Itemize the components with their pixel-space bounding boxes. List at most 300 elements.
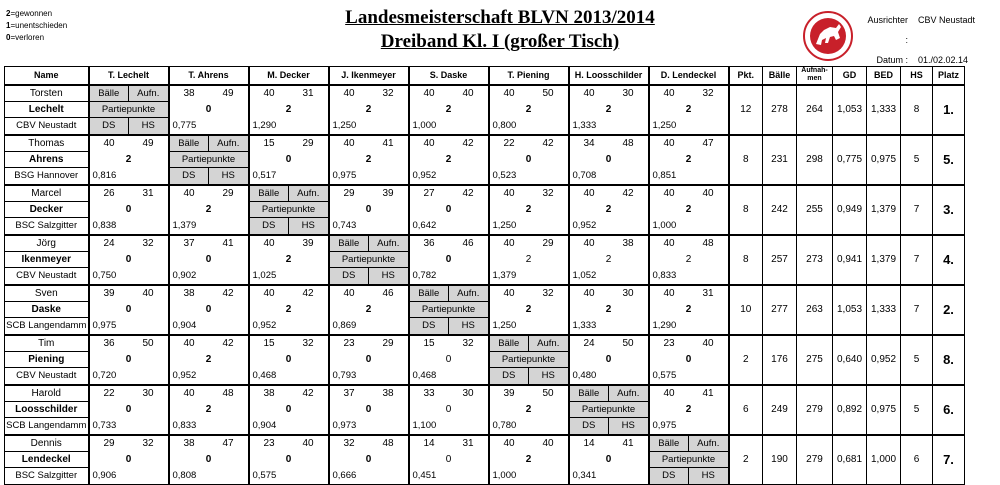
match-ds: 0,750 bbox=[92, 269, 117, 281]
match-cell bbox=[569, 135, 649, 185]
match-partiepunkte: 2 bbox=[525, 253, 532, 265]
match-partiepunkte: 2 bbox=[525, 403, 532, 415]
match-cell bbox=[489, 235, 569, 285]
match-aufnahmen: 49 bbox=[222, 87, 234, 99]
match-baelle: 15 bbox=[263, 337, 275, 349]
match-aufnahmen: 49 bbox=[142, 137, 154, 149]
total-platz: 3. bbox=[933, 185, 965, 235]
match-aufnahmen: 32 bbox=[382, 87, 394, 99]
player-club: SCB Langendamm bbox=[6, 319, 87, 331]
match-baelle: 40 bbox=[103, 137, 115, 149]
match-baelle: 22 bbox=[503, 137, 515, 149]
match-baelle: 40 bbox=[343, 137, 355, 149]
match-ds: 1,290 bbox=[652, 319, 677, 331]
match-baelle: 38 bbox=[263, 387, 275, 399]
self-ds-label: DS bbox=[422, 319, 436, 331]
total-hs: 7 bbox=[901, 185, 933, 235]
match-aufnahmen: 42 bbox=[222, 287, 234, 299]
self-aufn-label: Aufn. bbox=[528, 336, 568, 351]
match-cell bbox=[89, 385, 169, 435]
match-ds: 0,902 bbox=[172, 269, 197, 281]
self-baelle-label: Bälle bbox=[498, 337, 520, 349]
match-baelle: 40 bbox=[263, 237, 275, 249]
self-aufn-label: Aufn. bbox=[688, 436, 728, 451]
match-partiepunkte: 0 bbox=[605, 153, 612, 165]
match-baelle: 39 bbox=[503, 387, 515, 399]
total-pkt: 2 bbox=[729, 335, 763, 385]
self-aufn-label: Aufn. bbox=[448, 286, 488, 301]
match-ds: 0,575 bbox=[252, 469, 277, 481]
total-bed: 0,975 bbox=[867, 135, 901, 185]
match-cell bbox=[249, 285, 329, 335]
total-baelle: 242 bbox=[763, 185, 797, 235]
match-ds: 0,952 bbox=[572, 219, 597, 231]
total-gd: 1,053 bbox=[833, 85, 867, 135]
total-bed: 1,333 bbox=[867, 85, 901, 135]
self-hs-label: HS bbox=[208, 168, 248, 184]
self-partie-label: Partiepunkte bbox=[650, 452, 728, 468]
total-baelle: 249 bbox=[763, 385, 797, 435]
match-ds: 0,780 bbox=[492, 419, 517, 431]
match-partiepunkte: 0 bbox=[125, 353, 132, 365]
match-aufnahmen: 41 bbox=[382, 137, 394, 149]
match-baelle: 40 bbox=[583, 87, 595, 99]
match-aufnahmen: 29 bbox=[222, 187, 234, 199]
match-baelle: 39 bbox=[103, 287, 115, 299]
match-aufnahmen: 31 bbox=[142, 187, 154, 199]
player-first-name: Harold bbox=[5, 386, 88, 402]
total-platz: 6. bbox=[933, 385, 965, 435]
match-ds: 0,341 bbox=[572, 469, 597, 481]
match-aufnahmen: 42 bbox=[462, 187, 474, 199]
total-hs: 7 bbox=[901, 235, 933, 285]
match-partiepunkte: 0 bbox=[205, 303, 212, 315]
match-aufnahmen: 40 bbox=[702, 337, 714, 349]
match-cell bbox=[409, 435, 489, 485]
match-cell bbox=[409, 335, 489, 385]
table-row bbox=[5, 85, 965, 135]
match-cell bbox=[169, 335, 249, 385]
match-cell bbox=[249, 235, 329, 285]
match-cell bbox=[249, 85, 329, 135]
total-aufnahmen: 275 bbox=[797, 335, 833, 385]
match-baelle: 40 bbox=[663, 287, 675, 299]
match-cell bbox=[169, 435, 249, 485]
match-cell bbox=[489, 285, 569, 335]
match-partiepunkte: 2 bbox=[125, 153, 132, 165]
match-aufnahmen: 31 bbox=[702, 287, 714, 299]
match-aufnahmen: 47 bbox=[222, 437, 234, 449]
match-baelle: 40 bbox=[263, 287, 275, 299]
total-bed: 1,333 bbox=[867, 285, 901, 335]
self-partie-label: Partiepunkte bbox=[570, 402, 648, 418]
total-platz: 8. bbox=[933, 335, 965, 385]
self-match-cell bbox=[89, 85, 169, 135]
player-first-name: Marcel bbox=[5, 186, 88, 202]
col-header-opponent: J. Ikenmeyer bbox=[329, 67, 409, 85]
page-title: Landesmeisterschaft BLVN 2013/2014 bbox=[345, 7, 655, 28]
match-partiepunkte: 0 bbox=[125, 403, 132, 415]
event-meta bbox=[866, 10, 975, 70]
match-ds: 0,973 bbox=[332, 419, 357, 431]
match-baelle: 40 bbox=[663, 87, 675, 99]
total-platz: 1. bbox=[933, 85, 965, 135]
match-cell bbox=[489, 135, 569, 185]
total-pkt: 8 bbox=[729, 185, 763, 235]
match-partiepunkte: 0 bbox=[285, 153, 292, 165]
match-baelle: 15 bbox=[423, 337, 435, 349]
player-first-name: Torsten bbox=[5, 86, 88, 102]
total-gd: 0,775 bbox=[833, 135, 867, 185]
player-name-cell bbox=[5, 135, 89, 185]
total-baelle: 278 bbox=[763, 85, 797, 135]
match-partiepunkte: 0 bbox=[285, 403, 292, 415]
player-first-name: Tim bbox=[5, 336, 88, 352]
player-name-cell bbox=[5, 335, 89, 385]
match-partiepunkte: 0 bbox=[445, 403, 452, 415]
player-last-name: Decker bbox=[5, 202, 88, 218]
match-ds: 0,952 bbox=[172, 369, 197, 381]
match-cell bbox=[329, 135, 409, 185]
total-gd: 0,681 bbox=[833, 435, 867, 485]
match-cell bbox=[169, 185, 249, 235]
player-first-name: Sven bbox=[5, 286, 88, 302]
match-baelle: 33 bbox=[423, 387, 435, 399]
match-partiepunkte: 0 bbox=[525, 153, 532, 165]
match-ds: 0,952 bbox=[412, 169, 437, 181]
match-aufnahmen: 48 bbox=[702, 237, 714, 249]
match-aufnahmen: 42 bbox=[222, 337, 234, 349]
match-ds: 1,379 bbox=[172, 219, 197, 231]
legend bbox=[6, 8, 67, 44]
total-gd: 0,892 bbox=[833, 385, 867, 435]
match-aufnahmen: 39 bbox=[302, 237, 314, 249]
match-partiepunkte: 2 bbox=[285, 303, 292, 315]
player-club: BSG Hannover bbox=[14, 169, 79, 181]
total-hs: 5 bbox=[901, 335, 933, 385]
match-partiepunkte: 2 bbox=[445, 103, 452, 115]
self-aufn-label: Aufn. bbox=[288, 186, 328, 201]
match-aufnahmen: 32 bbox=[302, 337, 314, 349]
match-aufnahmen: 41 bbox=[702, 387, 714, 399]
total-bed: 1,000 bbox=[867, 435, 901, 485]
match-partiepunkte: 2 bbox=[685, 403, 692, 415]
match-baelle: 23 bbox=[663, 337, 675, 349]
match-ds: 0,523 bbox=[492, 169, 517, 181]
match-aufnahmen: 31 bbox=[302, 87, 314, 99]
match-baelle: 24 bbox=[583, 337, 595, 349]
table-row bbox=[5, 435, 965, 485]
player-last-name: Lechelt bbox=[5, 102, 88, 118]
match-aufnahmen: 32 bbox=[142, 237, 154, 249]
total-gd: 0,941 bbox=[833, 235, 867, 285]
self-baelle-label: Bälle bbox=[338, 237, 360, 249]
match-partiepunkte: 0 bbox=[605, 353, 612, 365]
total-hs: 5 bbox=[901, 135, 933, 185]
self-hs-label: HS bbox=[448, 318, 488, 334]
match-aufnahmen: 40 bbox=[542, 437, 554, 449]
match-aufnahmen: 47 bbox=[702, 137, 714, 149]
player-club: CBV Neustadt bbox=[16, 369, 77, 381]
self-partie-label: Partiepunkte bbox=[330, 252, 408, 268]
match-cell bbox=[89, 135, 169, 185]
total-baelle: 231 bbox=[763, 135, 797, 185]
col-header-opponent: T. Piening bbox=[489, 67, 569, 85]
self-ds-label: DS bbox=[502, 369, 516, 381]
match-ds: 1,250 bbox=[492, 219, 517, 231]
match-aufnahmen: 42 bbox=[302, 287, 314, 299]
table-row bbox=[5, 285, 965, 335]
match-aufnahmen: 32 bbox=[462, 337, 474, 349]
match-cell bbox=[169, 385, 249, 435]
match-cell bbox=[329, 85, 409, 135]
match-partiepunkte: 2 bbox=[525, 453, 532, 465]
match-ds: 0,451 bbox=[412, 469, 437, 481]
col-header-hs: HS bbox=[901, 67, 933, 85]
match-aufnahmen: 41 bbox=[622, 437, 634, 449]
total-baelle: 257 bbox=[763, 235, 797, 285]
match-baelle: 40 bbox=[503, 287, 515, 299]
player-name-cell bbox=[5, 285, 89, 335]
total-bed: 1,379 bbox=[867, 235, 901, 285]
match-partiepunkte: 0 bbox=[285, 353, 292, 365]
match-partiepunkte: 2 bbox=[685, 153, 692, 165]
match-partiepunkte: 2 bbox=[605, 103, 612, 115]
match-partiepunkte: 0 bbox=[125, 253, 132, 265]
match-aufnahmen: 29 bbox=[302, 137, 314, 149]
match-aufnahmen: 46 bbox=[382, 287, 394, 299]
col-header-bed: BED bbox=[867, 67, 901, 85]
col-header-opponent: M. Decker bbox=[249, 67, 329, 85]
col-header-opponent: D. Lendeckel bbox=[649, 67, 729, 85]
match-cell bbox=[569, 335, 649, 385]
match-ds: 1,250 bbox=[332, 119, 357, 131]
match-ds: 0,468 bbox=[252, 369, 277, 381]
page-subtitle: Dreiband Kl. I (großer Tisch) bbox=[380, 31, 620, 52]
match-aufnahmen: 32 bbox=[702, 87, 714, 99]
organizer-value: CBV Neustadt bbox=[918, 15, 976, 25]
match-aufnahmen: 42 bbox=[302, 387, 314, 399]
match-cell bbox=[249, 135, 329, 185]
match-partiepunkte: 2 bbox=[365, 153, 372, 165]
self-partie-label: Partiepunkte bbox=[490, 352, 568, 368]
match-aufnahmen: 50 bbox=[542, 387, 554, 399]
match-cell bbox=[89, 235, 169, 285]
match-partiepunkte: 0 bbox=[445, 253, 452, 265]
match-cell bbox=[489, 85, 569, 135]
match-baelle: 23 bbox=[343, 337, 355, 349]
match-cell bbox=[409, 135, 489, 185]
match-ds: 1,379 bbox=[492, 269, 517, 281]
total-hs: 8 bbox=[901, 85, 933, 135]
match-ds: 0,733 bbox=[92, 419, 117, 431]
match-cell bbox=[169, 235, 249, 285]
total-pkt: 8 bbox=[729, 135, 763, 185]
player-last-name: Lendeckel bbox=[5, 452, 88, 468]
total-aufnahmen: 273 bbox=[797, 235, 833, 285]
match-ds: 0,808 bbox=[172, 469, 197, 481]
match-aufnahmen: 50 bbox=[142, 337, 154, 349]
match-baelle: 27 bbox=[423, 187, 435, 199]
self-ds-label: DS bbox=[182, 169, 196, 181]
self-hs-label: HS bbox=[128, 118, 168, 134]
match-partiepunkte: 0 bbox=[605, 453, 612, 465]
self-baelle-label: Bälle bbox=[658, 437, 680, 449]
total-baelle: 176 bbox=[763, 335, 797, 385]
match-partiepunkte: 0 bbox=[205, 103, 212, 115]
match-aufnahmen: 30 bbox=[142, 387, 154, 399]
match-cell bbox=[89, 435, 169, 485]
match-baelle: 38 bbox=[183, 87, 195, 99]
match-ds: 0,480 bbox=[572, 369, 597, 381]
match-cell bbox=[409, 385, 489, 435]
match-aufnahmen: 46 bbox=[462, 237, 474, 249]
match-baelle: 38 bbox=[183, 287, 195, 299]
match-cell bbox=[489, 435, 569, 485]
total-pkt: 6 bbox=[729, 385, 763, 435]
match-cell bbox=[169, 285, 249, 335]
match-baelle: 40 bbox=[663, 387, 675, 399]
match-ds: 0,793 bbox=[332, 369, 357, 381]
player-club: CBV Neustadt bbox=[16, 269, 77, 281]
col-header-baelle: Bälle bbox=[763, 67, 797, 85]
self-match-cell bbox=[249, 185, 329, 235]
col-header-opponent: S. Daske bbox=[409, 67, 489, 85]
match-partiepunkte: 2 bbox=[685, 103, 692, 115]
match-cell bbox=[409, 185, 489, 235]
match-cell bbox=[329, 385, 409, 435]
match-ds: 0,743 bbox=[332, 219, 357, 231]
match-baelle: 40 bbox=[263, 87, 275, 99]
match-ds: 1,250 bbox=[492, 319, 517, 331]
total-hs: 6 bbox=[901, 435, 933, 485]
match-baelle: 40 bbox=[503, 187, 515, 199]
self-ds-label: DS bbox=[662, 469, 676, 481]
match-aufnahmen: 32 bbox=[542, 187, 554, 199]
match-aufnahmen: 29 bbox=[382, 337, 394, 349]
total-platz: 4. bbox=[933, 235, 965, 285]
match-baelle: 40 bbox=[503, 437, 515, 449]
match-baelle: 40 bbox=[583, 187, 595, 199]
match-ds: 0,468 bbox=[412, 369, 437, 381]
player-first-name: Jörg bbox=[5, 236, 88, 252]
player-club: SCB Langendamm bbox=[6, 419, 87, 431]
match-partiepunkte: 2 bbox=[605, 303, 612, 315]
match-partiepunkte: 2 bbox=[365, 303, 372, 315]
total-baelle: 277 bbox=[763, 285, 797, 335]
match-partiepunkte: 2 bbox=[205, 403, 212, 415]
match-baelle: 24 bbox=[103, 237, 115, 249]
match-cell bbox=[249, 435, 329, 485]
match-partiepunkte: 2 bbox=[365, 103, 372, 115]
player-club: BSC Salzgitter bbox=[15, 469, 78, 481]
self-baelle-label: Bälle bbox=[418, 287, 440, 299]
self-ds-label: DS bbox=[262, 219, 276, 231]
match-ds: 0,975 bbox=[332, 169, 357, 181]
match-partiepunkte: 0 bbox=[125, 303, 132, 315]
match-ds: 0,775 bbox=[172, 119, 197, 131]
match-partiepunkte: 0 bbox=[445, 353, 452, 365]
match-baelle: 23 bbox=[263, 437, 275, 449]
self-hs-label: HS bbox=[688, 468, 728, 484]
match-partiepunkte: 2 bbox=[525, 203, 532, 215]
total-pkt: 10 bbox=[729, 285, 763, 335]
total-hs: 7 bbox=[901, 285, 933, 335]
match-ds: 0,952 bbox=[252, 319, 277, 331]
match-aufnahmen: 42 bbox=[462, 137, 474, 149]
match-partiepunkte: 0 bbox=[365, 203, 372, 215]
match-aufnahmen: 29 bbox=[542, 237, 554, 249]
col-header-aufnahmen: Aufnah-men bbox=[797, 67, 833, 85]
player-name-cell bbox=[5, 435, 89, 485]
col-header-opponent: T. Lechelt bbox=[89, 67, 169, 85]
match-aufnahmen: 31 bbox=[462, 437, 474, 449]
match-partiepunkte: 2 bbox=[605, 203, 612, 215]
match-ds: 0,838 bbox=[92, 219, 117, 231]
match-ds: 1,333 bbox=[572, 319, 597, 331]
match-baelle: 40 bbox=[503, 87, 515, 99]
match-baelle: 40 bbox=[183, 187, 195, 199]
self-hs-label: HS bbox=[608, 418, 648, 434]
self-hs-label: HS bbox=[288, 218, 328, 234]
match-baelle: 40 bbox=[183, 387, 195, 399]
self-partie-label: Partiepunkte bbox=[410, 302, 488, 318]
total-gd: 1,053 bbox=[833, 285, 867, 335]
match-aufnahmen: 32 bbox=[142, 437, 154, 449]
match-cell bbox=[489, 385, 569, 435]
player-last-name: Piening bbox=[5, 352, 88, 368]
table-row bbox=[5, 385, 965, 435]
match-cell bbox=[649, 235, 729, 285]
self-baelle-label: Bälle bbox=[258, 187, 280, 199]
match-partiepunkte: 2 bbox=[605, 253, 612, 265]
match-baelle: 14 bbox=[583, 437, 595, 449]
match-ds: 0,782 bbox=[412, 269, 437, 281]
match-cell bbox=[649, 185, 729, 235]
match-partiepunkte: 2 bbox=[685, 303, 692, 315]
title-block bbox=[330, 6, 670, 54]
self-match-cell bbox=[169, 135, 249, 185]
match-partiepunkte: 2 bbox=[285, 103, 292, 115]
match-aufnahmen: 30 bbox=[622, 287, 634, 299]
total-hs: 5 bbox=[901, 385, 933, 435]
self-aufn-label: Aufn. bbox=[128, 86, 168, 101]
match-baelle: 37 bbox=[183, 237, 195, 249]
col-header-opponent: T. Ahrens bbox=[169, 67, 249, 85]
player-club: CBV Neustadt bbox=[16, 119, 77, 131]
match-cell bbox=[329, 435, 409, 485]
match-ds: 0,575 bbox=[652, 369, 677, 381]
match-cell bbox=[89, 185, 169, 235]
col-header-opponent: H. Loosschilder bbox=[569, 67, 649, 85]
total-aufnahmen: 264 bbox=[797, 85, 833, 135]
match-aufnahmen: 48 bbox=[222, 387, 234, 399]
match-baelle: 22 bbox=[103, 387, 115, 399]
match-baelle: 40 bbox=[423, 137, 435, 149]
match-ds: 1,100 bbox=[412, 419, 437, 431]
date-value: 01./02.02.14 bbox=[918, 55, 969, 65]
player-club: BSC Salzgitter bbox=[15, 219, 78, 231]
match-ds: 1,025 bbox=[252, 269, 277, 281]
total-platz: 2. bbox=[933, 285, 965, 335]
match-aufnahmen: 48 bbox=[622, 137, 634, 149]
match-partiepunkte: 0 bbox=[205, 453, 212, 465]
match-aufnahmen: 50 bbox=[622, 337, 634, 349]
total-bed: 0,975 bbox=[867, 385, 901, 435]
self-ds-label: DS bbox=[582, 419, 596, 431]
header-row bbox=[5, 67, 965, 85]
self-ds-label: DS bbox=[102, 119, 116, 131]
